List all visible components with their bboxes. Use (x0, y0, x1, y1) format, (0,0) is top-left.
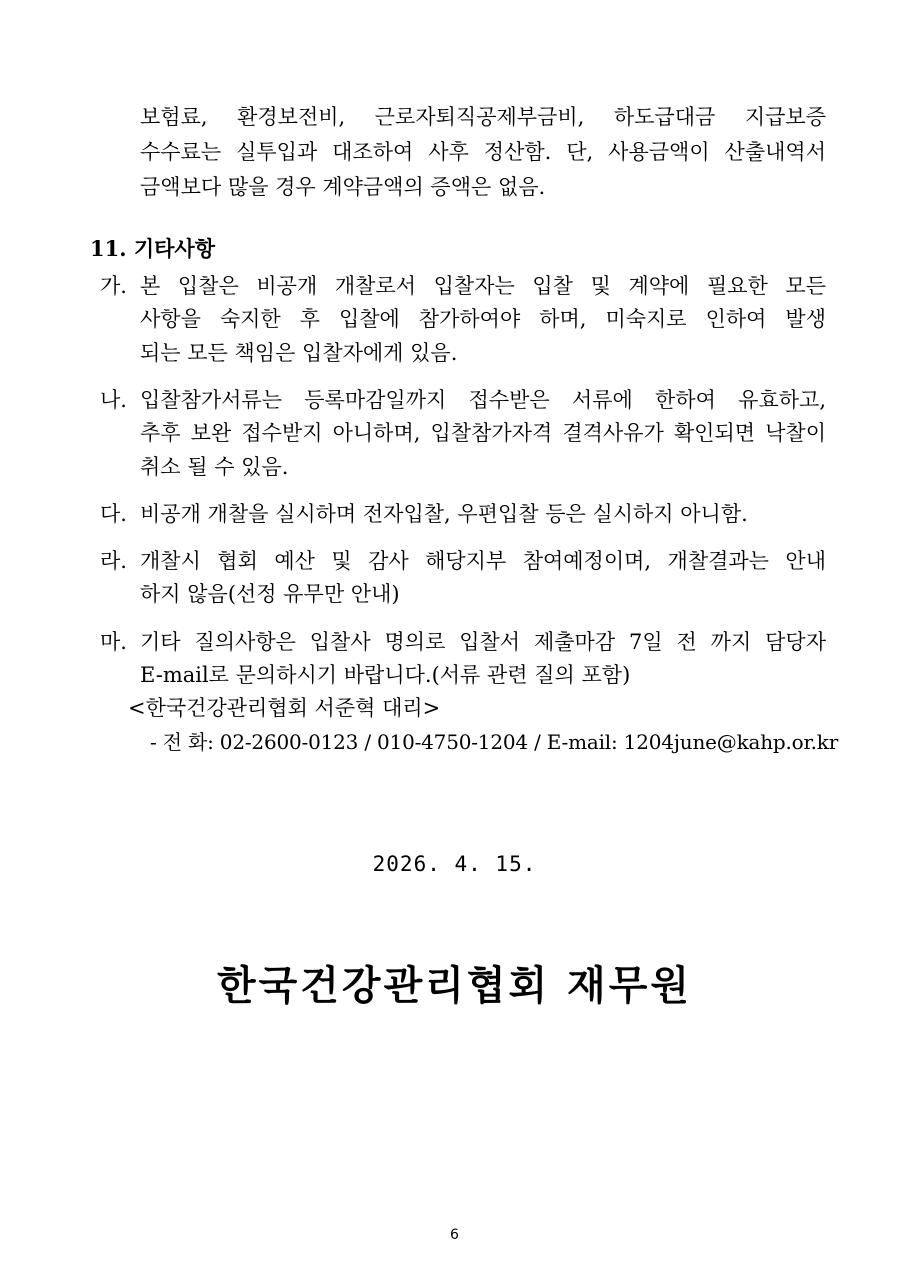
contact-line: - 전 화: 02-2600-0123 / 010-4750-1204 / E-mail: 1204june@kahp.or.kr (150, 730, 839, 754)
item-marker-ma: 마. (100, 630, 127, 654)
item-ga-line-2: 사항을 숙지한 후 입찰에 참가하여야 하며, 미숙지로 인하여 발생 (140, 307, 826, 331)
item-marker-na: 나. (100, 388, 127, 412)
item-na-line-1: 입찰참가서류는 등록마감일까지 접수받은 서류에 한하여 유효하고, (140, 388, 826, 412)
section-heading: 11. 기타사항 (90, 236, 215, 261)
item-ra-line-1: 개찰시 협회 예산 및 감사 해당지부 참여예정이며, 개찰결과는 안내 (140, 549, 826, 573)
organization-name: 한국건강관리협회 재무원 (217, 962, 692, 1009)
item-marker-ra: 라. (100, 549, 127, 573)
contact-title: <한국건강관리협회 서준혁 대리> (128, 696, 441, 720)
item-ga-line-3: 되는 모든 책임은 입찰자에게 있음. (140, 341, 458, 365)
item-da-line-1: 비공개 개찰을 실시하며 전자입찰, 우편입찰 등은 실시하지 아니함. (140, 502, 748, 526)
item-marker-ga: 가. (100, 274, 127, 298)
item-ma-line-1: 기타 질의사항은 입찰사 명의로 입찰서 제출마감 7일 전 까지 담당자 (140, 630, 826, 654)
continuation-line-3: 금액보다 많을 경우 계약금액의 증액은 없음. (140, 175, 546, 199)
continuation-line-1: 보험료, 환경보전비, 근로자퇴직공제부금비, 하도급대금 지급보증 (140, 105, 826, 129)
item-na-line-3: 취소 될 수 있음. (140, 455, 289, 479)
continuation-line-2: 수수료는 실투입과 대조하여 사후 정산함. 단, 사용금액이 산출내역서 (140, 140, 826, 164)
page-number: 6 (450, 1227, 459, 1243)
item-marker-da: 다. (100, 502, 127, 526)
item-na-line-2: 추후 보완 접수받지 아니하며, 입찰참가자격 결격사유가 확인되면 낙찰이 (140, 421, 826, 445)
item-ra-line-2: 하지 않음(선정 유무만 안내) (140, 582, 400, 606)
item-ga-line-1: 본 입찰은 비공개 개찰로서 입찰자는 입찰 및 계약에 필요한 모든 (140, 274, 826, 298)
document-date: 2026. 4. 15. (372, 852, 537, 876)
item-ma-line-2: E-mail로 문의하시기 바랍니다.(서류 관련 질의 포함) (140, 663, 631, 687)
